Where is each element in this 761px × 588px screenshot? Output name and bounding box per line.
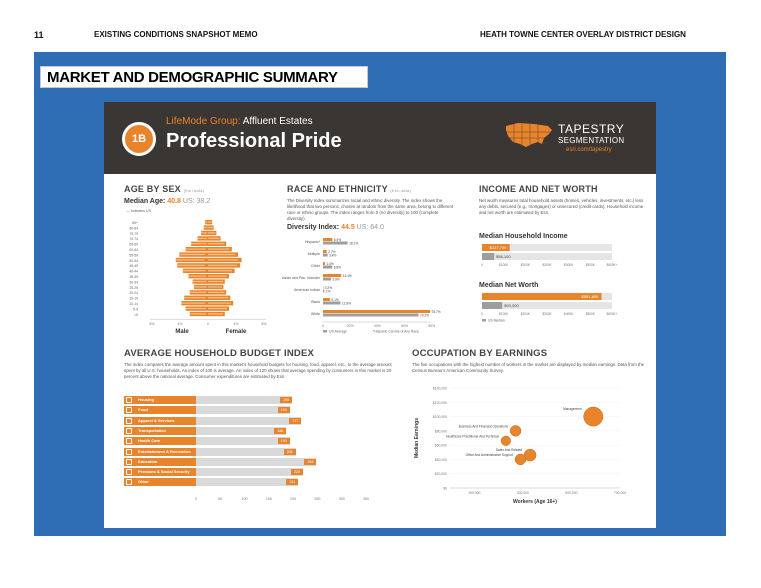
female-label: Female bbox=[225, 329, 247, 336]
budget-index-bar bbox=[196, 468, 303, 476]
memo-title: EXISTING CONDITIONS SNAPSHOT MEMO bbox=[94, 30, 258, 39]
male-us-line bbox=[204, 227, 208, 228]
race-us-bar bbox=[323, 278, 331, 281]
female-us-line bbox=[208, 265, 237, 266]
occupation-description: The five occupations with the highest number of workers in the market are displayed by median earnings. Data from the Census Bureau's American Community Survey. bbox=[412, 362, 645, 373]
female-us-line bbox=[208, 286, 222, 287]
occ-y-label: Median Earnings bbox=[414, 417, 420, 459]
occ-y-tick: $40,000 bbox=[434, 457, 447, 462]
race-us-value: 5.9% bbox=[332, 277, 340, 282]
occ-y-tick: $60,000 bbox=[434, 443, 447, 448]
race-tick: 60% bbox=[401, 324, 408, 328]
budget-tick: 250 bbox=[314, 497, 321, 501]
race-segment-bar bbox=[323, 250, 327, 253]
budget-tick: 50 bbox=[218, 497, 223, 501]
female-us-line bbox=[208, 254, 235, 255]
age-label: <5 bbox=[134, 312, 138, 317]
race-segment-value: 13.4% bbox=[342, 273, 352, 278]
male-us-line bbox=[186, 249, 206, 250]
budget-label: Housing bbox=[124, 396, 196, 404]
race-tick: 0 bbox=[322, 324, 324, 328]
occ-y-tick: $120,000 bbox=[432, 400, 447, 405]
pyramid-tick: 8% bbox=[261, 322, 267, 327]
indicator-note: — Indicates US bbox=[126, 209, 151, 213]
utensils-icon bbox=[126, 407, 132, 413]
race-segment-bar bbox=[323, 238, 332, 241]
income-tick: $200K bbox=[520, 312, 530, 316]
budget-tick: 0 bbox=[195, 497, 197, 501]
median-income-chart bbox=[479, 242, 649, 276]
occupation-bubble-chart bbox=[410, 382, 632, 522]
age-label: 50-54 bbox=[129, 258, 138, 263]
age-label: 85+ bbox=[132, 221, 138, 225]
male-us-line bbox=[193, 281, 207, 282]
us-value-label: $56,100 bbox=[496, 254, 511, 259]
race-legend-us: US Average bbox=[329, 329, 348, 334]
budget-index-bar bbox=[196, 448, 296, 456]
budget-index-value: 193 bbox=[278, 438, 290, 444]
race-us-value: 6.8% bbox=[333, 265, 342, 270]
age-label: 25-29 bbox=[129, 285, 138, 290]
occ-x-tick: 700,000 bbox=[613, 491, 627, 495]
race-category: Asian and Pac. Islander bbox=[282, 276, 320, 280]
diversity-value: 44.5 bbox=[341, 224, 355, 231]
age-sex-heading-text: AGE BY SEX bbox=[124, 184, 181, 194]
income-tick: $400K bbox=[564, 312, 574, 316]
budget-tick: 150 bbox=[265, 497, 272, 501]
budget-index-value: 205 bbox=[284, 449, 296, 455]
income-tick: $300K bbox=[542, 312, 552, 316]
female-us-line bbox=[208, 259, 238, 260]
male-us-line bbox=[201, 232, 207, 233]
budget-index-bar bbox=[196, 437, 290, 445]
male-us-line bbox=[181, 303, 205, 304]
segmentation-wordmark: SEGMENTATION bbox=[558, 136, 625, 145]
income-heading: INCOME AND NET WORTH bbox=[479, 184, 598, 194]
net-worth-label: Median Net Worth bbox=[479, 282, 539, 289]
race-segment-value: 0.2% bbox=[324, 285, 333, 290]
income-tick: $100K bbox=[499, 312, 509, 316]
budget-description: The index compares the average amount spent in this market's household budgets for housing, food, apparel, etc., to the average amount spent by all U.S. households. An index of 100 is average. An index of 120 shows that average spending by consumers in this market is 20 percent above the national average. Consumer expenditures are estimated by Esri. bbox=[124, 362, 392, 379]
male-us-line bbox=[188, 276, 206, 277]
income-tick: $400K bbox=[564, 263, 574, 267]
race-category: Multiple bbox=[307, 252, 320, 256]
median-age-label: Median Age: bbox=[124, 198, 166, 205]
race-segment-value: 1.4% bbox=[326, 261, 334, 266]
male-us-line bbox=[176, 259, 205, 260]
segment-value-label: $551,800 bbox=[581, 294, 599, 300]
income-tick: $200K bbox=[520, 263, 530, 267]
segment-badge: 1B bbox=[122, 122, 156, 156]
budget-label: Pensions & Social Security bbox=[124, 468, 196, 476]
female-us-line bbox=[208, 276, 227, 277]
female-us-line bbox=[208, 270, 232, 271]
race-bar-chart bbox=[282, 234, 462, 346]
occ-x-tick: 500,000 bbox=[565, 491, 578, 495]
female-us-line bbox=[208, 238, 219, 239]
male-us-line bbox=[205, 222, 208, 223]
budget-index-value: 211 bbox=[286, 479, 298, 485]
budget-index-bar bbox=[196, 417, 301, 425]
budget-label: Food bbox=[124, 406, 196, 414]
occ-y-tick: $100,000 bbox=[432, 415, 447, 420]
budget-index-value: 193 bbox=[278, 407, 290, 413]
age-label: 80-84 bbox=[129, 226, 138, 231]
male-us-line bbox=[190, 292, 206, 293]
male-us-line bbox=[184, 297, 205, 298]
race-us-bar bbox=[323, 242, 348, 245]
race-segment-value: 5.1% bbox=[331, 297, 339, 302]
female-us-line bbox=[208, 292, 224, 293]
budget-axis bbox=[196, 492, 376, 504]
female-us-line bbox=[208, 243, 224, 244]
male-us-line bbox=[177, 265, 205, 266]
occupation-heading: OCCUPATION BY EARNINGS bbox=[412, 348, 548, 359]
occupation-bubble bbox=[510, 425, 521, 436]
budget-label: Education bbox=[124, 458, 196, 466]
median-age-value: 40.8 bbox=[167, 198, 181, 205]
segment-value-label: $127,700 bbox=[489, 245, 507, 251]
diversity-label: Diversity Index: bbox=[287, 224, 340, 231]
budget-index-bar bbox=[196, 478, 298, 486]
occ-x-tick: 100,000 bbox=[468, 491, 481, 495]
occupation-bubble bbox=[515, 454, 526, 465]
piggy-bank-icon bbox=[126, 469, 132, 475]
race-note: (Esri data) bbox=[390, 188, 411, 193]
median-age bbox=[124, 198, 210, 205]
race-footnote: *Hispanic Can Be of Any Race. bbox=[373, 329, 420, 334]
page-number: 11 bbox=[34, 30, 44, 40]
hanger-icon bbox=[126, 418, 132, 424]
race-segment-value: 78.7% bbox=[431, 309, 441, 314]
race-tick: 20% bbox=[346, 324, 354, 328]
occupation-bubble bbox=[501, 436, 511, 446]
race-us-bar bbox=[323, 302, 340, 305]
race-us-bar bbox=[323, 290, 324, 293]
budget-index-bar bbox=[196, 406, 290, 414]
house-icon bbox=[126, 397, 132, 403]
age-label: 55-59 bbox=[129, 253, 138, 258]
race-segment-bar bbox=[323, 262, 325, 265]
occ-y-tick: $140,000 bbox=[432, 386, 447, 391]
section-title: MARKET AND DEMOGRAPHIC SUMMARY bbox=[47, 69, 338, 86]
age-label: 30-34 bbox=[129, 280, 138, 285]
occ-x-label: Workers (Age 16+) bbox=[513, 499, 557, 505]
age-label: 15-19 bbox=[129, 296, 138, 301]
race-us-bar bbox=[323, 266, 332, 269]
race-description: The Diversity Index summarizes racial and ethnic diversity. The index shows the likelihood that two persons, chosen at random from the same area, belong to different race or ethnic groups. The index ranges from 0 (no diversity) to 100 (complete diversity). bbox=[287, 198, 454, 221]
age-label: 10-14 bbox=[129, 302, 138, 306]
occ-x-tick: 300,000 bbox=[516, 491, 529, 495]
budget-label: Entertainment & Recreation bbox=[124, 448, 196, 456]
male-us-line bbox=[186, 308, 206, 309]
age-label: 35-39 bbox=[129, 275, 138, 279]
male-us-line bbox=[198, 238, 207, 239]
occupation-label: Management bbox=[563, 407, 582, 412]
age-label: 60-64 bbox=[129, 248, 138, 252]
age-label: 70-74 bbox=[129, 237, 138, 242]
pyramid-tick: 4% bbox=[177, 322, 183, 327]
age-sex-note: (Esri data) bbox=[183, 188, 205, 193]
female-us-line bbox=[208, 222, 212, 223]
section-title-box bbox=[40, 66, 368, 88]
age-label: 5-9 bbox=[133, 307, 138, 312]
race-us-value: 3.4% bbox=[329, 253, 337, 258]
income-tick: $100K bbox=[499, 263, 509, 267]
occ-y-tick: $0 bbox=[443, 486, 447, 491]
race-category: Black bbox=[311, 300, 320, 304]
age-label: 20-24 bbox=[129, 291, 138, 296]
income-tick: $500K bbox=[585, 312, 595, 316]
pyramid-tick: 4% bbox=[233, 322, 239, 327]
race-us-value: 70.2% bbox=[419, 313, 430, 318]
occ-y-tick: $20,000 bbox=[434, 472, 447, 477]
race-heading bbox=[287, 184, 411, 194]
budget-tick: 200 bbox=[290, 497, 297, 501]
budget-index-value: 198 bbox=[280, 397, 292, 403]
age-label: 65-69 bbox=[129, 242, 138, 247]
budget-label: Health Care bbox=[124, 437, 196, 445]
usa-map-icon bbox=[504, 120, 554, 150]
graduation-cap-icon bbox=[126, 459, 132, 465]
income-tick: $600K+ bbox=[606, 263, 618, 267]
star-icon bbox=[126, 479, 132, 485]
budget-tick: 300 bbox=[338, 497, 345, 501]
occupation-label: Office And Administrative Support bbox=[465, 452, 514, 457]
project-title: HEATH TOWNE CENTER OVERLAY DISTRICT DESIGN bbox=[480, 30, 686, 39]
male-us-line bbox=[194, 286, 207, 287]
race-tick: 80% bbox=[428, 324, 436, 328]
occupation-label: Healthcare Practitioner And Technical bbox=[446, 434, 500, 439]
age-pyramid-chart bbox=[124, 216, 274, 340]
income-tick: $500K bbox=[585, 263, 595, 267]
budget-index-bar bbox=[196, 458, 316, 466]
medical-cross-icon bbox=[126, 438, 132, 444]
tapestry-wordmark: TAPESTRY bbox=[558, 122, 625, 136]
race-heading-text: RACE AND ETHNICITY bbox=[287, 184, 388, 194]
segment-name: Professional Pride bbox=[166, 130, 342, 152]
budget-label: Other bbox=[124, 478, 196, 486]
male-us-line bbox=[179, 254, 205, 255]
age-sex-heading bbox=[124, 184, 204, 194]
median-age-us: US: 38.2 bbox=[182, 198, 211, 205]
budget-index-value: 248 bbox=[304, 459, 316, 465]
race-segment-bar bbox=[323, 310, 430, 313]
age-label: 75-79 bbox=[129, 231, 138, 236]
budget-index-bar bbox=[196, 427, 286, 435]
race-segment-bar bbox=[323, 298, 330, 301]
budget-tick: 350 bbox=[363, 497, 369, 501]
tapestry-panel bbox=[104, 102, 656, 528]
us-value-bar bbox=[482, 253, 494, 260]
race-us-bar bbox=[323, 314, 418, 317]
female-us-line bbox=[208, 313, 223, 314]
us-value-label: $93,300 bbox=[504, 303, 519, 308]
race-legend-swatch bbox=[323, 330, 327, 333]
race-us-value: 18.1% bbox=[349, 241, 359, 246]
income-legend-swatch bbox=[482, 319, 486, 322]
race-us-value: 1% bbox=[325, 289, 331, 294]
tapestry-url: esri.com/tapestry bbox=[566, 147, 612, 153]
female-us-line bbox=[208, 227, 213, 228]
female-us-line bbox=[208, 308, 227, 309]
budget-label: Apparel & Services bbox=[124, 417, 196, 425]
budget-index-value: 217 bbox=[289, 418, 301, 424]
budget-index-bar bbox=[196, 396, 292, 404]
occupation-label: Business And Financial Operations bbox=[458, 424, 509, 429]
race-category: Hispanic* bbox=[304, 240, 320, 244]
race-category: White bbox=[310, 312, 320, 316]
female-us-line bbox=[208, 281, 223, 282]
lifemode-label: LifeMode Group: bbox=[166, 116, 241, 127]
budget-heading: AVERAGE HOUSEHOLD BUDGET INDEX bbox=[124, 348, 315, 359]
budget-tick: 100 bbox=[241, 497, 248, 501]
race-tick: 40% bbox=[374, 324, 381, 328]
income-tick: $600K+ bbox=[606, 312, 618, 316]
income-tick: $300K bbox=[542, 263, 552, 267]
male-us-line bbox=[191, 243, 206, 244]
ticket-icon bbox=[126, 449, 132, 455]
us-value-bar bbox=[482, 302, 502, 309]
race-category: American Indian bbox=[294, 288, 320, 292]
age-label: 40-44 bbox=[129, 269, 138, 274]
net-worth-chart bbox=[479, 291, 649, 335]
race-category: Other bbox=[311, 264, 320, 268]
median-income-label: Median Household Income bbox=[479, 233, 568, 240]
age-label: 45-49 bbox=[129, 264, 138, 269]
pyramid-tick: 0 bbox=[207, 322, 209, 327]
budget-index-value: 186 bbox=[274, 428, 286, 434]
female-us-line bbox=[208, 232, 216, 233]
male-us-line bbox=[190, 313, 206, 314]
lifemode-group bbox=[166, 116, 313, 127]
budget-label: Transportation bbox=[124, 427, 196, 435]
income-description: Net worth measures total household assets (homes, vehicles, investments, etc.) less any debts, secured (e.g., mortgages) or unsecured (credit cards). Household income and net worth are estimated by Esri. bbox=[479, 198, 644, 215]
lifemode-value: Affluent Estates bbox=[242, 116, 313, 127]
male-us-line bbox=[183, 270, 206, 271]
race-us-value: 12.8% bbox=[341, 301, 351, 306]
car-icon bbox=[126, 428, 132, 434]
female-us-line bbox=[208, 249, 229, 250]
occ-y-tick: $80,000 bbox=[434, 429, 447, 434]
income-legend-us: US Median bbox=[488, 318, 505, 323]
income-tick: 0 bbox=[481, 312, 483, 316]
segment-banner bbox=[104, 102, 656, 174]
occupation-label: Sales And Related bbox=[495, 448, 523, 453]
income-tick: 0 bbox=[481, 263, 483, 267]
male-label: Male bbox=[175, 329, 189, 336]
female-us-line bbox=[208, 303, 231, 304]
occupation-bubble bbox=[584, 407, 603, 426]
diversity-us: US: 64.0 bbox=[356, 224, 384, 231]
race-us-bar bbox=[323, 254, 328, 257]
budget-index-value: 220 bbox=[291, 469, 303, 475]
female-us-line bbox=[208, 297, 228, 298]
diversity-index bbox=[287, 224, 384, 231]
pyramid-tick: 8% bbox=[149, 322, 155, 327]
race-segment-value: 6.9% bbox=[333, 237, 342, 242]
race-segment-value: 2.7% bbox=[328, 249, 336, 254]
